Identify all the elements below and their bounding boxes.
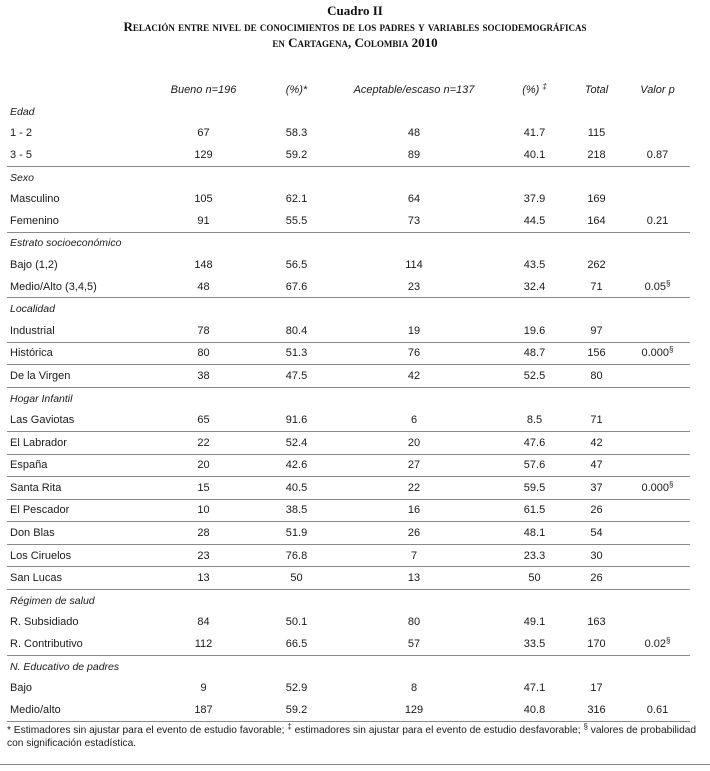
cell-bueno: 112 xyxy=(141,633,266,655)
cell-bueno: 13 xyxy=(141,567,266,590)
table-row xyxy=(7,144,690,166)
cell-valor-p xyxy=(625,342,690,365)
cell-aceptable: 26 xyxy=(327,522,501,545)
footnote-text-significance: valores de probabilidad con significación estadística. xyxy=(7,725,697,749)
header-bueno: Bueno n=196 xyxy=(170,84,237,96)
cell-pct-aceptable: 40.8 xyxy=(501,699,568,721)
table-row xyxy=(7,276,690,298)
p-value: 0.05 xyxy=(644,280,666,293)
cell-valor-p xyxy=(625,544,690,567)
table-row xyxy=(7,633,690,655)
p-value: 0.000 xyxy=(641,347,670,360)
significance-mark: § xyxy=(669,345,674,355)
cell-total: 37 xyxy=(568,477,625,500)
cell-aceptable: 129 xyxy=(327,699,501,721)
group-header-row xyxy=(7,101,690,123)
cell-valor-p xyxy=(625,454,690,477)
cell-pct-bueno: 80.4 xyxy=(266,320,327,342)
cell-total: 316 xyxy=(568,699,625,721)
cell-pct-bueno: 51.9 xyxy=(266,522,327,545)
cell-pct-aceptable: 32.4 xyxy=(501,276,568,298)
row-label: San Lucas xyxy=(7,567,141,590)
cell-bueno: 84 xyxy=(197,616,210,629)
cell-total: 163 xyxy=(587,616,606,629)
cell-pct-aceptable: 57.6 xyxy=(501,454,568,477)
cell-pct-bueno: 40.5 xyxy=(266,477,327,500)
caption-label: Cuadro II xyxy=(327,3,383,18)
group-header-row xyxy=(7,655,690,677)
cell-bueno: 23 xyxy=(141,544,266,567)
cell-pct-bueno: 55.5 xyxy=(266,210,327,232)
row-label: Masculino xyxy=(10,193,60,206)
row-label: R. Contributivo xyxy=(7,633,141,655)
row-label: Don Blas xyxy=(7,522,141,545)
table-row xyxy=(7,188,690,210)
cell-pct-aceptable: 49.1 xyxy=(523,616,546,629)
cell-total: 47 xyxy=(568,454,625,477)
cell-aceptable: 89 xyxy=(327,144,501,166)
cell-pct-aceptable: 44.5 xyxy=(501,210,568,232)
row-label: Medio/Alto (3,4,5) xyxy=(7,276,141,298)
cell-total: 169 xyxy=(587,193,606,206)
cell-bueno: 9 xyxy=(200,682,207,695)
cell-total: 42 xyxy=(568,431,625,454)
cell-valor-p xyxy=(625,477,690,500)
cell-aceptable: 23 xyxy=(327,276,501,298)
group-header-row xyxy=(7,590,690,612)
cell-total: 80 xyxy=(568,365,625,388)
cell-valor-p xyxy=(625,254,690,276)
cell-total: 218 xyxy=(568,144,625,166)
header-pct-aceptable: (%) ‡ xyxy=(522,82,547,96)
p-value: 0.000 xyxy=(641,481,670,494)
table-body xyxy=(7,101,690,721)
bottom-rule xyxy=(0,764,710,765)
cell-aceptable: 20 xyxy=(327,431,501,454)
table-row xyxy=(7,123,690,145)
footnote-mark-section: § xyxy=(583,722,588,731)
group-label: N. Educativo de padres xyxy=(10,660,120,673)
cell-pct-bueno: 50 xyxy=(266,567,327,590)
row-label: R. Subsidiado xyxy=(10,616,79,629)
cell-valor-p xyxy=(625,499,690,522)
cell-valor-p xyxy=(625,188,690,210)
cell-bueno: 20 xyxy=(141,454,266,477)
cell-valor-p xyxy=(625,365,690,388)
cell-pct-bueno: 76.8 xyxy=(266,544,327,567)
row-label: Santa Rita xyxy=(7,477,141,500)
cell-bueno: 28 xyxy=(141,522,266,545)
p-value: 0.21 xyxy=(646,214,669,227)
cell-aceptable: 64 xyxy=(407,193,421,206)
p-value: 0.02 xyxy=(644,638,666,651)
cell-valor-p xyxy=(625,144,690,166)
table-row xyxy=(7,454,690,477)
cell-aceptable: 8 xyxy=(410,682,418,695)
group-header-row xyxy=(7,232,690,254)
cell-valor-p xyxy=(625,677,690,699)
header-pct-bueno: (%)* xyxy=(285,84,308,96)
cell-aceptable: 16 xyxy=(327,499,501,522)
cell-bueno: 10 xyxy=(141,499,266,522)
cell-pct-bueno: 42.6 xyxy=(266,454,327,477)
cell-bueno: 78 xyxy=(141,320,266,342)
cell-aceptable: 57 xyxy=(327,633,501,655)
cell-pct-aceptable: 47.1 xyxy=(523,682,546,695)
cell-pct-aceptable: 50 xyxy=(501,567,568,590)
header-aceptable: Aceptable/escaso n=137 xyxy=(353,84,475,96)
table-row xyxy=(7,477,690,500)
cell-pct-aceptable: 33.5 xyxy=(501,633,568,655)
cell-pct-aceptable: 59.5 xyxy=(501,477,568,500)
header-variable xyxy=(7,79,141,101)
group-label: Estrato socioeconómico xyxy=(10,237,122,250)
cell-total: 262 xyxy=(587,258,606,271)
cell-total: 17 xyxy=(590,682,603,695)
cell-valor-p xyxy=(625,210,690,232)
cell-pct-aceptable: 8.5 xyxy=(501,409,568,431)
cell-bueno: 38 xyxy=(141,365,266,388)
cell-bueno: 65 xyxy=(141,409,266,431)
cell-pct-bueno: 58.3 xyxy=(285,127,308,140)
cell-pct-aceptable: 61.5 xyxy=(501,499,568,522)
cell-aceptable: 73 xyxy=(327,210,501,232)
cell-pct-bueno: 59.2 xyxy=(266,699,327,721)
cell-aceptable: 7 xyxy=(327,544,501,567)
group-label: Sexo xyxy=(10,171,34,184)
cell-pct-bueno: 91.6 xyxy=(266,409,327,431)
group-label: Régimen de salud xyxy=(10,594,95,607)
cell-aceptable: 76 xyxy=(327,342,501,365)
cell-pct-aceptable: 41.7 xyxy=(523,127,546,140)
footnote-mark-asterisk: * xyxy=(7,725,11,736)
cell-aceptable: 42 xyxy=(327,365,501,388)
cell-aceptable: 80 xyxy=(407,616,421,629)
cell-valor-p xyxy=(625,409,690,431)
cell-total: 71 xyxy=(568,276,625,298)
table-row xyxy=(7,431,690,454)
cell-bueno: 22 xyxy=(141,431,266,454)
row-label: Histórica xyxy=(7,342,141,365)
cell-bueno: 15 xyxy=(141,477,266,500)
group-label: Localidad xyxy=(10,303,55,316)
header-valor-p: Valor p xyxy=(640,84,675,96)
group-header-row xyxy=(7,298,690,320)
cell-bueno: 105 xyxy=(194,193,213,206)
cell-pct-bueno: 52.9 xyxy=(285,682,308,695)
cell-pct-bueno: 47.5 xyxy=(266,365,327,388)
cell-aceptable: 114 xyxy=(405,258,423,271)
row-label: 3 - 5 xyxy=(7,144,141,166)
cell-valor-p xyxy=(625,123,690,145)
cell-total: 170 xyxy=(568,633,625,655)
row-label: El Labrador xyxy=(7,431,141,454)
significance-mark: § xyxy=(669,479,674,489)
cell-bueno: 67 xyxy=(197,127,210,140)
cell-bueno: 187 xyxy=(141,699,266,721)
cell-pct-aceptable: 43.5 xyxy=(523,258,546,271)
significance-mark: § xyxy=(665,278,671,288)
cell-total: 54 xyxy=(568,522,625,545)
cell-pct-aceptable: 47.6 xyxy=(501,431,568,454)
table-row xyxy=(7,409,690,431)
caption-title-line1: Relación entre nivel de conocimientos de los padres y variables sociodemográficas xyxy=(123,19,587,34)
group-label: Hogar Infantil xyxy=(10,392,73,405)
cell-bueno: 48 xyxy=(141,276,266,298)
row-label: De la Virgen xyxy=(7,365,141,388)
cell-aceptable: 22 xyxy=(327,477,501,500)
cell-pct-aceptable: 48.1 xyxy=(501,522,568,545)
cell-total: 71 xyxy=(568,409,625,431)
table-row xyxy=(7,522,690,545)
cell-valor-p xyxy=(625,320,690,342)
cell-pct-bueno: 62.1 xyxy=(285,193,308,206)
cell-valor-p xyxy=(625,699,690,721)
cell-pct-bueno: 38.5 xyxy=(266,499,327,522)
double-dagger-mark: ‡ xyxy=(542,82,547,91)
row-label: España xyxy=(7,454,141,477)
row-label: Industrial xyxy=(7,320,141,342)
cell-pct-bueno: 59.2 xyxy=(266,144,327,166)
table-row xyxy=(7,544,690,567)
footnote-mark-double-dagger: ‡ xyxy=(287,722,292,731)
cell-aceptable: 19 xyxy=(327,320,501,342)
table-row xyxy=(7,254,690,276)
cell-pct-aceptable: 48.7 xyxy=(501,342,568,365)
group-header-row xyxy=(7,387,690,409)
row-label: El Pescador xyxy=(7,499,141,522)
cell-valor-p xyxy=(625,522,690,545)
p-value: 0.61 xyxy=(646,703,669,716)
cell-total: 97 xyxy=(568,320,625,342)
cell-total: 30 xyxy=(568,544,625,567)
header-row xyxy=(7,79,690,101)
cell-aceptable: 27 xyxy=(327,454,501,477)
row-label: Bajo xyxy=(10,682,33,695)
footnote-text-favorable: Estimadores sin ajustar para el evento de estudio favorable; xyxy=(10,725,288,736)
table-footnote xyxy=(7,724,707,750)
cell-bueno: 129 xyxy=(141,144,266,166)
table-row xyxy=(7,567,690,590)
cell-pct-bueno: 51.3 xyxy=(266,342,327,365)
cell-valor-p xyxy=(625,276,690,298)
cell-total: 164 xyxy=(568,210,625,232)
cell-valor-p xyxy=(625,612,690,634)
cell-pct-bueno: 56.5 xyxy=(285,258,308,271)
table-row xyxy=(7,342,690,365)
table-row xyxy=(7,677,690,699)
cell-bueno: 80 xyxy=(141,342,266,365)
group-label: Edad xyxy=(10,105,35,118)
cell-total: 26 xyxy=(568,567,625,590)
row-label: 1 - 2 xyxy=(10,127,33,140)
table-row xyxy=(7,499,690,522)
cell-total: 156 xyxy=(568,342,625,365)
caption-title-line2: en Cartagena, Colombia 2010 xyxy=(272,35,438,50)
p-value: 0.87 xyxy=(646,148,669,161)
table-row xyxy=(7,699,690,721)
cell-valor-p xyxy=(625,431,690,454)
header-total: Total xyxy=(584,84,609,96)
group-header-row xyxy=(7,166,690,188)
row-label: Los Ciruelos xyxy=(7,544,141,567)
cell-valor-p xyxy=(625,567,690,590)
significance-mark: § xyxy=(665,636,671,646)
table-row xyxy=(7,210,690,232)
cell-bueno: 91 xyxy=(141,210,266,232)
cell-aceptable: 6 xyxy=(327,409,501,431)
cell-pct-aceptable: 40.1 xyxy=(501,144,568,166)
table-row xyxy=(7,612,690,634)
cell-valor-p xyxy=(625,633,690,655)
cell-pct-aceptable: 19.6 xyxy=(501,320,568,342)
cell-pct-bueno: 52.4 xyxy=(266,431,327,454)
cell-bueno: 148 xyxy=(194,258,213,271)
table-row xyxy=(7,320,690,342)
cell-total: 26 xyxy=(568,499,625,522)
row-label: Medio/alto xyxy=(7,699,141,721)
row-label: Bajo (1,2) xyxy=(10,258,58,271)
row-label: Las Gaviotas xyxy=(7,409,141,431)
cell-aceptable: 48 xyxy=(407,127,421,140)
footnote-text-desfavorable: estimadores sin ajustar para el evento de estudio desfavorable; xyxy=(291,725,584,736)
data-table xyxy=(7,79,690,722)
cell-aceptable: 13 xyxy=(327,567,501,590)
cell-pct-aceptable: 23.3 xyxy=(501,544,568,567)
cell-pct-bueno: 66.5 xyxy=(266,633,327,655)
cell-pct-bueno: 50.1 xyxy=(285,616,308,629)
row-label: Femenino xyxy=(7,210,141,232)
cell-total: 115 xyxy=(587,127,606,140)
cell-pct-aceptable: 52.5 xyxy=(501,365,568,388)
cell-pct-bueno: 67.6 xyxy=(266,276,327,298)
cell-pct-aceptable: 37.9 xyxy=(523,193,546,206)
table-caption xyxy=(0,3,710,51)
table-row xyxy=(7,365,690,388)
